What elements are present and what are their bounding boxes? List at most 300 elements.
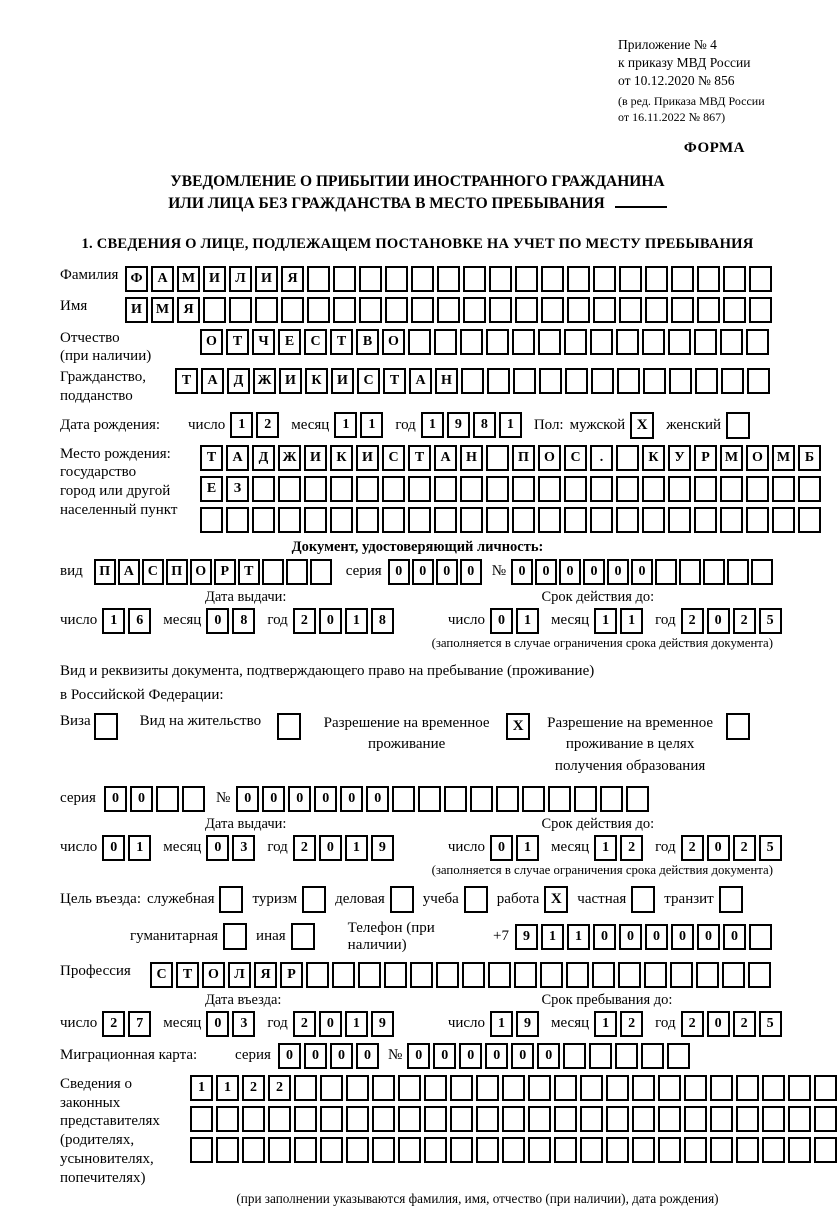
- char-box[interactable]: [751, 559, 773, 585]
- char-box[interactable]: [304, 476, 327, 502]
- char-box[interactable]: [515, 266, 538, 292]
- char-box[interactable]: [307, 297, 330, 323]
- char-box[interactable]: 9: [515, 924, 538, 950]
- char-box[interactable]: 0: [671, 924, 694, 950]
- char-box[interactable]: [372, 1075, 395, 1101]
- char-box[interactable]: [814, 1137, 837, 1163]
- char-box[interactable]: [268, 1137, 291, 1163]
- char-box[interactable]: [418, 786, 441, 812]
- char-box[interactable]: 2: [293, 835, 316, 861]
- char-box[interactable]: [461, 368, 484, 394]
- option-checkbox[interactable]: [291, 923, 315, 950]
- char-box[interactable]: 3: [232, 835, 255, 861]
- char-box[interactable]: [359, 266, 382, 292]
- char-box[interactable]: [694, 329, 717, 355]
- char-box[interactable]: [668, 476, 691, 502]
- char-box[interactable]: [216, 1106, 239, 1132]
- char-box[interactable]: [798, 507, 821, 533]
- char-box[interactable]: [668, 329, 691, 355]
- char-box[interactable]: Ж: [253, 368, 276, 394]
- char-box[interactable]: 1: [360, 412, 383, 438]
- char-box[interactable]: Я: [281, 266, 304, 292]
- char-box[interactable]: 0: [340, 786, 363, 812]
- char-box[interactable]: [182, 786, 205, 812]
- char-box[interactable]: К: [330, 445, 353, 471]
- char-box[interactable]: 0: [537, 1043, 560, 1069]
- char-box[interactable]: [618, 962, 641, 988]
- char-box[interactable]: [358, 962, 381, 988]
- char-box[interactable]: [372, 1137, 395, 1163]
- char-box[interactable]: Т: [226, 329, 249, 355]
- char-box[interactable]: 0: [707, 835, 730, 861]
- char-box[interactable]: 0: [697, 924, 720, 950]
- char-box[interactable]: Т: [408, 445, 431, 471]
- char-box[interactable]: [528, 1106, 551, 1132]
- checkbox-male[interactable]: X: [630, 412, 654, 439]
- char-box[interactable]: Р: [214, 559, 236, 585]
- char-box[interactable]: [437, 297, 460, 323]
- char-box[interactable]: [488, 962, 511, 988]
- char-box[interactable]: А: [151, 266, 174, 292]
- char-box[interactable]: [721, 368, 744, 394]
- char-box[interactable]: 2: [733, 1011, 756, 1037]
- char-box[interactable]: О: [746, 445, 769, 471]
- char-box[interactable]: [644, 962, 667, 988]
- char-box[interactable]: [645, 266, 668, 292]
- char-box[interactable]: [320, 1106, 343, 1132]
- char-box[interactable]: [512, 476, 535, 502]
- char-box[interactable]: 0: [490, 608, 513, 634]
- char-box[interactable]: [564, 476, 587, 502]
- char-box[interactable]: 7: [128, 1011, 151, 1037]
- char-box[interactable]: [554, 1106, 577, 1132]
- char-box[interactable]: Я: [254, 962, 277, 988]
- char-box[interactable]: М: [772, 445, 795, 471]
- char-box[interactable]: 8: [232, 608, 255, 634]
- option-checkbox[interactable]: [631, 886, 655, 913]
- char-box[interactable]: [398, 1106, 421, 1132]
- char-box[interactable]: [333, 266, 356, 292]
- char-box[interactable]: [600, 786, 623, 812]
- char-box[interactable]: 0: [262, 786, 285, 812]
- option-checkbox[interactable]: [302, 886, 326, 913]
- char-box[interactable]: 2: [242, 1075, 265, 1101]
- char-box[interactable]: 6: [128, 608, 151, 634]
- char-box[interactable]: А: [409, 368, 432, 394]
- char-box[interactable]: [554, 1137, 577, 1163]
- char-box[interactable]: [616, 445, 639, 471]
- char-box[interactable]: [695, 368, 718, 394]
- char-box[interactable]: 0: [593, 924, 616, 950]
- char-box[interactable]: [590, 329, 613, 355]
- char-box[interactable]: [242, 1106, 265, 1132]
- char-box[interactable]: З: [226, 476, 249, 502]
- char-box[interactable]: [710, 1075, 733, 1101]
- char-box[interactable]: [617, 368, 640, 394]
- char-box[interactable]: [564, 329, 587, 355]
- char-box[interactable]: 0: [278, 1043, 301, 1069]
- char-box[interactable]: [606, 1106, 629, 1132]
- char-box[interactable]: 2: [268, 1075, 291, 1101]
- char-box[interactable]: [749, 924, 772, 950]
- char-box[interactable]: [476, 1106, 499, 1132]
- char-box[interactable]: М: [151, 297, 174, 323]
- char-box[interactable]: 0: [104, 786, 127, 812]
- char-box[interactable]: 5: [759, 835, 782, 861]
- char-box[interactable]: [632, 1075, 655, 1101]
- char-box[interactable]: [528, 1137, 551, 1163]
- option-checkbox[interactable]: [390, 886, 414, 913]
- char-box[interactable]: 0: [645, 924, 668, 950]
- char-box[interactable]: 0: [559, 559, 581, 585]
- char-box[interactable]: [385, 266, 408, 292]
- char-box[interactable]: [655, 559, 677, 585]
- char-box[interactable]: [190, 1137, 213, 1163]
- char-box[interactable]: [592, 962, 615, 988]
- char-box[interactable]: [684, 1075, 707, 1101]
- char-box[interactable]: [626, 786, 649, 812]
- char-box[interactable]: .: [590, 445, 613, 471]
- char-box[interactable]: [294, 1106, 317, 1132]
- char-box[interactable]: 9: [516, 1011, 539, 1037]
- char-box[interactable]: Б: [798, 445, 821, 471]
- char-box[interactable]: И: [304, 445, 327, 471]
- char-box[interactable]: П: [512, 445, 535, 471]
- char-box[interactable]: [671, 266, 694, 292]
- checkbox-residence-permit[interactable]: [277, 713, 301, 740]
- char-box[interactable]: [514, 962, 537, 988]
- char-box[interactable]: [332, 962, 355, 988]
- char-box[interactable]: 1: [567, 924, 590, 950]
- char-box[interactable]: [489, 297, 512, 323]
- char-box[interactable]: [580, 1075, 603, 1101]
- char-box[interactable]: 0: [319, 608, 342, 634]
- char-box[interactable]: [563, 1043, 586, 1069]
- char-box[interactable]: [736, 1137, 759, 1163]
- char-box[interactable]: [346, 1137, 369, 1163]
- char-box[interactable]: [567, 297, 590, 323]
- char-box[interactable]: [554, 1075, 577, 1101]
- char-box[interactable]: [694, 476, 717, 502]
- char-box[interactable]: [632, 1137, 655, 1163]
- char-box[interactable]: С: [150, 962, 173, 988]
- char-box[interactable]: [434, 507, 457, 533]
- char-box[interactable]: [450, 1106, 473, 1132]
- char-box[interactable]: 0: [206, 835, 229, 861]
- char-box[interactable]: 2: [293, 608, 316, 634]
- char-box[interactable]: [762, 1137, 785, 1163]
- char-box[interactable]: [424, 1137, 447, 1163]
- char-box[interactable]: [450, 1075, 473, 1101]
- char-box[interactable]: [697, 266, 720, 292]
- char-box[interactable]: [720, 329, 743, 355]
- char-box[interactable]: [591, 368, 614, 394]
- char-box[interactable]: [539, 368, 562, 394]
- char-box[interactable]: 0: [619, 924, 642, 950]
- char-box[interactable]: [268, 1106, 291, 1132]
- char-box[interactable]: П: [166, 559, 188, 585]
- char-box[interactable]: [814, 1075, 837, 1101]
- char-box[interactable]: Д: [252, 445, 275, 471]
- char-box[interactable]: [307, 266, 330, 292]
- char-box[interactable]: 2: [620, 835, 643, 861]
- char-box[interactable]: [278, 476, 301, 502]
- char-box[interactable]: [203, 297, 226, 323]
- char-box[interactable]: Т: [200, 445, 223, 471]
- char-box[interactable]: 2: [681, 835, 704, 861]
- char-box[interactable]: [540, 962, 563, 988]
- char-box[interactable]: 0: [388, 559, 410, 585]
- char-box[interactable]: 9: [371, 835, 394, 861]
- char-box[interactable]: 2: [733, 608, 756, 634]
- char-box[interactable]: 1: [516, 608, 539, 634]
- char-box[interactable]: [642, 329, 665, 355]
- char-box[interactable]: 0: [356, 1043, 379, 1069]
- char-box[interactable]: [476, 1075, 499, 1101]
- char-box[interactable]: [606, 1075, 629, 1101]
- char-box[interactable]: [486, 445, 509, 471]
- char-box[interactable]: 0: [485, 1043, 508, 1069]
- char-box[interactable]: К: [305, 368, 328, 394]
- char-box[interactable]: 0: [206, 1011, 229, 1037]
- char-box[interactable]: [589, 1043, 612, 1069]
- char-box[interactable]: И: [125, 297, 148, 323]
- char-box[interactable]: [216, 1137, 239, 1163]
- char-box[interactable]: [679, 559, 701, 585]
- char-box[interactable]: 0: [707, 608, 730, 634]
- char-box[interactable]: [463, 266, 486, 292]
- char-box[interactable]: [252, 476, 275, 502]
- char-box[interactable]: [566, 962, 589, 988]
- char-box[interactable]: [538, 476, 561, 502]
- char-box[interactable]: Т: [383, 368, 406, 394]
- char-box[interactable]: [476, 1137, 499, 1163]
- char-box[interactable]: 0: [319, 1011, 342, 1037]
- char-box[interactable]: [788, 1075, 811, 1101]
- char-box[interactable]: [580, 1106, 603, 1132]
- char-box[interactable]: Н: [460, 445, 483, 471]
- char-box[interactable]: 0: [412, 559, 434, 585]
- char-box[interactable]: О: [190, 559, 212, 585]
- char-box[interactable]: М: [720, 445, 743, 471]
- char-box[interactable]: [748, 962, 771, 988]
- char-box[interactable]: [255, 297, 278, 323]
- char-box[interactable]: [528, 1075, 551, 1101]
- char-box[interactable]: 0: [102, 835, 125, 861]
- char-box[interactable]: [200, 507, 223, 533]
- char-box[interactable]: [710, 1106, 733, 1132]
- char-box[interactable]: Д: [227, 368, 250, 394]
- char-box[interactable]: И: [356, 445, 379, 471]
- char-box[interactable]: [408, 507, 431, 533]
- char-box[interactable]: С: [564, 445, 587, 471]
- char-box[interactable]: 0: [319, 835, 342, 861]
- char-box[interactable]: [294, 1137, 317, 1163]
- char-box[interactable]: Я: [177, 297, 200, 323]
- char-box[interactable]: [372, 1106, 395, 1132]
- char-box[interactable]: [541, 266, 564, 292]
- char-box[interactable]: 2: [733, 835, 756, 861]
- char-box[interactable]: С: [142, 559, 164, 585]
- char-box[interactable]: [658, 1106, 681, 1132]
- char-box[interactable]: А: [434, 445, 457, 471]
- char-box[interactable]: Н: [435, 368, 458, 394]
- char-box[interactable]: [772, 507, 795, 533]
- char-box[interactable]: [538, 507, 561, 533]
- char-box[interactable]: Е: [200, 476, 223, 502]
- char-box[interactable]: [460, 507, 483, 533]
- char-box[interactable]: Ф: [125, 266, 148, 292]
- char-box[interactable]: [496, 786, 519, 812]
- char-box[interactable]: [616, 507, 639, 533]
- char-box[interactable]: Т: [176, 962, 199, 988]
- char-box[interactable]: [385, 297, 408, 323]
- char-box[interactable]: С: [357, 368, 380, 394]
- char-box[interactable]: 0: [206, 608, 229, 634]
- char-box[interactable]: [382, 476, 405, 502]
- char-box[interactable]: [762, 1106, 785, 1132]
- char-box[interactable]: [306, 962, 329, 988]
- char-box[interactable]: [502, 1137, 525, 1163]
- char-box[interactable]: [788, 1106, 811, 1132]
- char-box[interactable]: А: [226, 445, 249, 471]
- char-box[interactable]: [346, 1075, 369, 1101]
- char-box[interactable]: [424, 1075, 447, 1101]
- char-box[interactable]: С: [304, 329, 327, 355]
- char-box[interactable]: 1: [490, 1011, 513, 1037]
- char-box[interactable]: [382, 507, 405, 533]
- char-box[interactable]: [411, 297, 434, 323]
- char-box[interactable]: П: [94, 559, 116, 585]
- char-box[interactable]: [463, 297, 486, 323]
- char-box[interactable]: 9: [371, 1011, 394, 1037]
- char-box[interactable]: 1: [499, 412, 522, 438]
- char-box[interactable]: 0: [288, 786, 311, 812]
- char-box[interactable]: 0: [433, 1043, 456, 1069]
- char-box[interactable]: [670, 962, 693, 988]
- char-box[interactable]: [470, 786, 493, 812]
- char-box[interactable]: И: [331, 368, 354, 394]
- option-checkbox[interactable]: X: [544, 886, 568, 913]
- char-box[interactable]: [565, 368, 588, 394]
- char-box[interactable]: [696, 962, 719, 988]
- char-box[interactable]: [356, 507, 379, 533]
- char-box[interactable]: 0: [490, 835, 513, 861]
- char-box[interactable]: С: [382, 445, 405, 471]
- char-box[interactable]: [346, 1106, 369, 1132]
- char-box[interactable]: [746, 507, 769, 533]
- char-box[interactable]: [616, 476, 639, 502]
- char-box[interactable]: [590, 476, 613, 502]
- option-checkbox[interactable]: [223, 923, 247, 950]
- char-box[interactable]: 0: [511, 559, 533, 585]
- char-box[interactable]: [444, 786, 467, 812]
- char-box[interactable]: 1: [421, 412, 444, 438]
- char-box[interactable]: Р: [280, 962, 303, 988]
- char-box[interactable]: 5: [759, 608, 782, 634]
- char-box[interactable]: [434, 329, 457, 355]
- char-box[interactable]: [658, 1137, 681, 1163]
- char-box[interactable]: [190, 1106, 213, 1132]
- char-box[interactable]: [642, 476, 665, 502]
- char-box[interactable]: [502, 1075, 525, 1101]
- char-box[interactable]: Р: [694, 445, 717, 471]
- char-box[interactable]: 1: [345, 608, 368, 634]
- char-box[interactable]: [772, 476, 795, 502]
- char-box[interactable]: А: [118, 559, 140, 585]
- char-box[interactable]: [720, 507, 743, 533]
- char-box[interactable]: [749, 297, 772, 323]
- char-box[interactable]: [410, 962, 433, 988]
- char-box[interactable]: [513, 368, 536, 394]
- char-box[interactable]: И: [255, 266, 278, 292]
- char-box[interactable]: Т: [238, 559, 260, 585]
- char-box[interactable]: 2: [620, 1011, 643, 1037]
- char-box[interactable]: [632, 1106, 655, 1132]
- char-box[interactable]: [252, 507, 275, 533]
- char-box[interactable]: Т: [175, 368, 198, 394]
- char-box[interactable]: [694, 507, 717, 533]
- char-box[interactable]: 1: [102, 608, 125, 634]
- char-box[interactable]: [356, 476, 379, 502]
- char-box[interactable]: 1: [216, 1075, 239, 1101]
- char-box[interactable]: 3: [232, 1011, 255, 1037]
- char-box[interactable]: [788, 1137, 811, 1163]
- char-box[interactable]: 9: [447, 412, 470, 438]
- char-box[interactable]: 0: [631, 559, 653, 585]
- char-box[interactable]: Л: [228, 962, 251, 988]
- char-box[interactable]: 8: [371, 608, 394, 634]
- char-box[interactable]: Е: [278, 329, 301, 355]
- char-box[interactable]: [437, 266, 460, 292]
- char-box[interactable]: У: [668, 445, 691, 471]
- char-box[interactable]: К: [642, 445, 665, 471]
- char-box[interactable]: [408, 329, 431, 355]
- char-box[interactable]: 0: [304, 1043, 327, 1069]
- char-box[interactable]: [736, 1075, 759, 1101]
- char-box[interactable]: [450, 1137, 473, 1163]
- char-box[interactable]: Ч: [252, 329, 275, 355]
- char-box[interactable]: [320, 1137, 343, 1163]
- char-box[interactable]: О: [200, 329, 223, 355]
- char-box[interactable]: [671, 297, 694, 323]
- char-box[interactable]: [278, 507, 301, 533]
- char-box[interactable]: 1: [128, 835, 151, 861]
- char-box[interactable]: [567, 266, 590, 292]
- char-box[interactable]: [411, 266, 434, 292]
- char-box[interactable]: 0: [330, 1043, 353, 1069]
- char-box[interactable]: 1: [345, 835, 368, 861]
- char-box[interactable]: 1: [594, 1011, 617, 1037]
- char-box[interactable]: 0: [130, 786, 153, 812]
- char-box[interactable]: [606, 1137, 629, 1163]
- char-box[interactable]: [564, 507, 587, 533]
- char-box[interactable]: 0: [607, 559, 629, 585]
- char-box[interactable]: А: [201, 368, 224, 394]
- char-box[interactable]: [359, 297, 382, 323]
- char-box[interactable]: [574, 786, 597, 812]
- checkbox-visa[interactable]: [94, 713, 118, 740]
- char-box[interactable]: 2: [681, 608, 704, 634]
- char-box[interactable]: [286, 559, 308, 585]
- char-box[interactable]: [727, 559, 749, 585]
- char-box[interactable]: [710, 1137, 733, 1163]
- char-box[interactable]: 8: [473, 412, 496, 438]
- char-box[interactable]: [798, 476, 821, 502]
- char-box[interactable]: [580, 1137, 603, 1163]
- char-box[interactable]: [487, 368, 510, 394]
- char-box[interactable]: [333, 297, 356, 323]
